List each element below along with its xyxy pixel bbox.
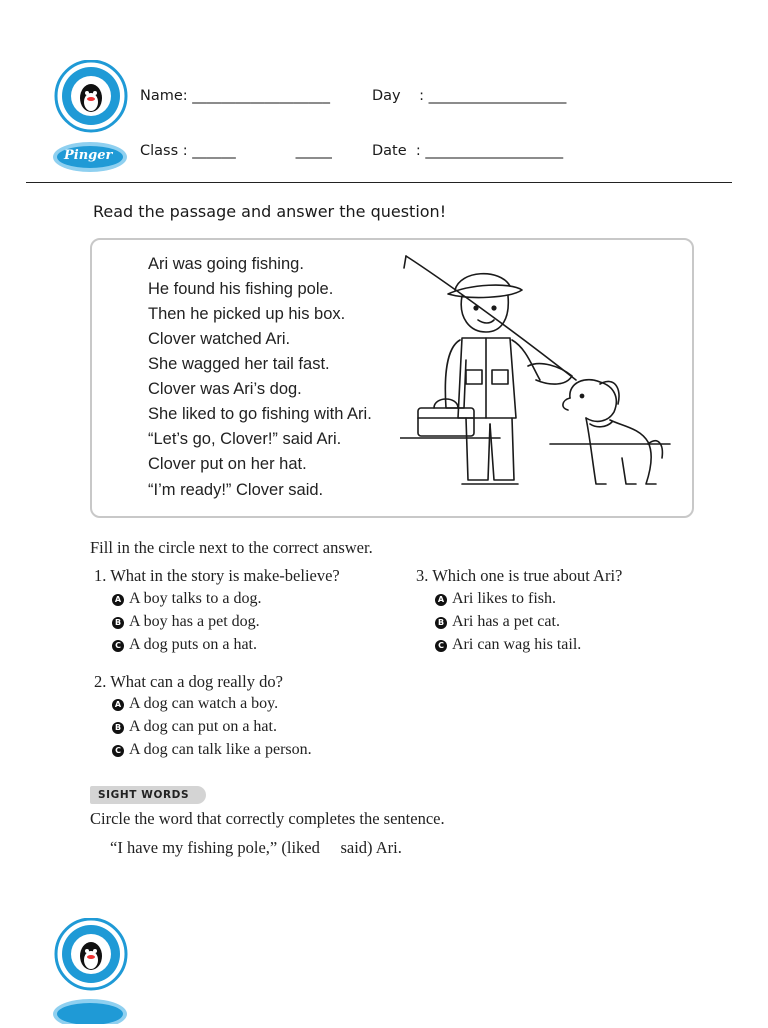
option-badge-icon: A	[435, 594, 447, 606]
option-3c[interactable]: C Ari can wag his tail.	[435, 636, 581, 654]
option-2a[interactable]: A A dog can watch a boy.	[112, 695, 278, 713]
boy-and-dog-illustration	[400, 248, 680, 498]
option-badge-icon: B	[435, 617, 447, 629]
header-divider	[26, 182, 732, 183]
sight-words-badge: SIGHT WORDS	[90, 786, 206, 804]
passage-line: Ari was going fishing.	[148, 255, 304, 273]
option-1c[interactable]: C A dog puts on a hat.	[112, 636, 257, 654]
sight-words-sentence[interactable]: “I have my fishing pole,” (liked said) Ari.	[110, 838, 402, 857]
name-field[interactable]: Name: ___________________	[140, 88, 331, 104]
fill-instruction: Fill in the circle next to the correct answer.	[90, 538, 373, 557]
logo-top	[52, 60, 130, 178]
option-2c[interactable]: C A dog can talk like a person.	[112, 741, 312, 759]
option-1a[interactable]: A A boy talks to a dog.	[112, 590, 261, 608]
passage-line: Then he picked up his box.	[148, 305, 346, 323]
logo-bottom	[52, 918, 130, 1024]
date-field[interactable]: Date : ___________________	[372, 143, 564, 159]
passage-line: Clover put on her hat.	[148, 455, 307, 473]
passage-line: She liked to go fishing with Ari.	[148, 405, 372, 423]
option-badge-icon: A	[112, 699, 124, 711]
option-badge-icon: C	[112, 745, 124, 757]
option-badge-icon: B	[112, 617, 124, 629]
passage-line: He found his fishing pole.	[148, 280, 334, 298]
question-1: 1. What in the story is make-believe?	[94, 566, 340, 585]
question-2: 2. What can a dog really do?	[94, 672, 283, 691]
option-3b[interactable]: B Ari has a pet cat.	[435, 613, 560, 631]
passage-line: Clover watched Ari.	[148, 330, 291, 348]
logo-brand-text: Pinger	[64, 148, 113, 163]
passage-line: “Let’s go, Clover!” said Ari.	[148, 430, 342, 448]
option-badge-icon: A	[112, 594, 124, 606]
passage-line: She wagged her tail fast.	[148, 355, 330, 373]
class-field[interactable]: Class : ______ _____	[140, 143, 332, 159]
instruction: Read the passage and answer the question!	[93, 202, 447, 221]
question-3: 3. Which one is true about Ari?	[416, 566, 623, 585]
option-2b[interactable]: B A dog can put on a hat.	[112, 718, 277, 736]
option-3a[interactable]: A Ari likes to fish.	[435, 590, 556, 608]
sight-words-instruction: Circle the word that correctly completes the sentence.	[90, 809, 445, 828]
passage-line: Clover was Ari’s dog.	[148, 380, 302, 398]
day-field[interactable]: Day : ___________________	[372, 88, 567, 104]
option-badge-icon: B	[112, 722, 124, 734]
passage-line: “I’m ready!” Clover said.	[148, 481, 324, 499]
option-1b[interactable]: B A boy has a pet dog.	[112, 613, 260, 631]
option-badge-icon: C	[435, 640, 447, 652]
option-badge-icon: C	[112, 640, 124, 652]
